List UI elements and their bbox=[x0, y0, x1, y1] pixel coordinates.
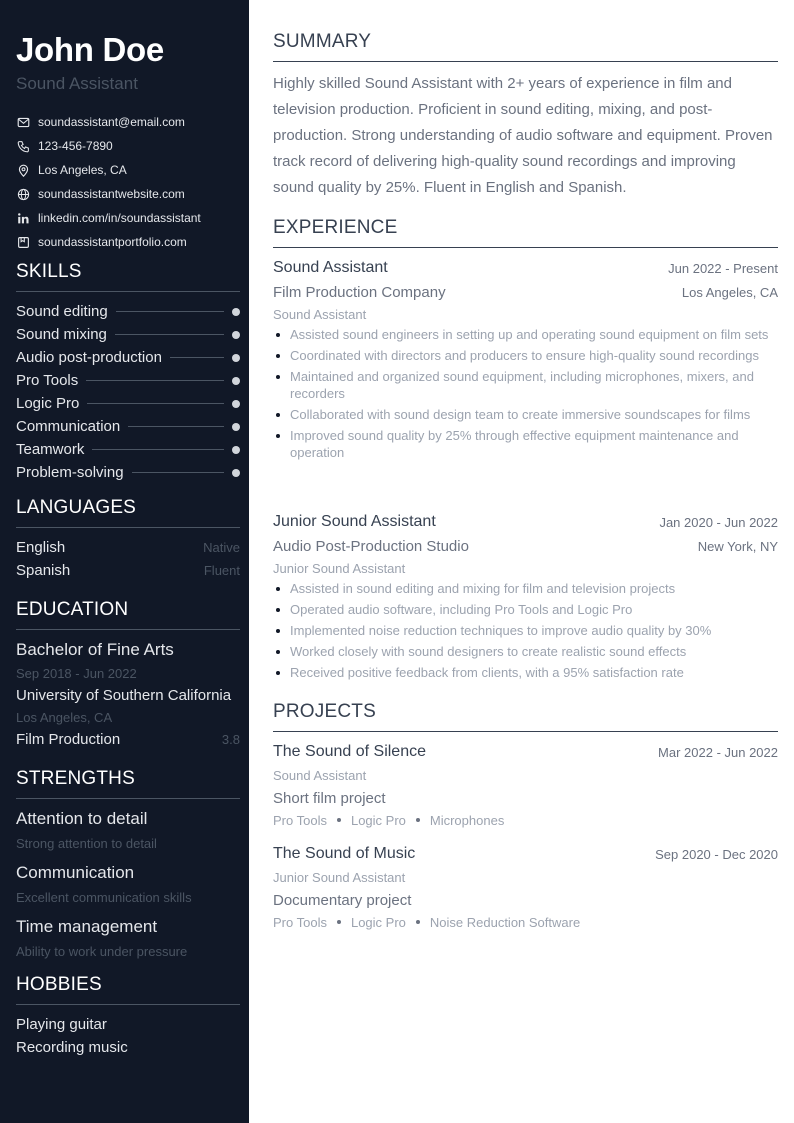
job-location: Los Angeles, CA bbox=[681, 284, 778, 300]
project-description: Short film project bbox=[273, 789, 386, 807]
contact-location-text: Los Angeles, CA bbox=[38, 163, 127, 177]
job-company: Audio Post-Production Studio bbox=[273, 537, 469, 555]
project-tool: Microphones bbox=[429, 812, 505, 828]
education-dates: Sep 2018 - Jun 2022 bbox=[16, 665, 137, 681]
summary-text: Highly skilled Sound Assistant with 2+ years of experience in film and television production. Proficient in sound editing, mixing, and post-production. Strong understanding of audio software and equipment. Proven track record of delivering high-quality sound recordings and improving sound quality by 25%. Fluent in English and Spanish. bbox=[273, 75, 773, 196]
experience-title: EXPERIENCE bbox=[273, 217, 778, 248]
skill-item: Problem-solving bbox=[16, 461, 240, 484]
project-dates: Sep 2020 - Dec 2020 bbox=[655, 846, 778, 862]
job-role: Junior Sound Assistant bbox=[273, 560, 406, 576]
job-entry bbox=[273, 256, 778, 465]
skill-item: Pro Tools bbox=[16, 369, 240, 392]
skill-level-dot bbox=[232, 446, 240, 454]
project-dates: Mar 2022 - Jun 2022 bbox=[658, 744, 778, 760]
contact-linkedin[interactable] bbox=[16, 206, 240, 230]
project-tool: Noise Reduction Software bbox=[429, 914, 581, 930]
skill-level-dot bbox=[232, 469, 240, 477]
sidebar bbox=[0, 0, 249, 1123]
job-bullet: Coordinated with directors and producers to ensure high-quality sound recordings bbox=[273, 347, 778, 364]
contact-website[interactable] bbox=[16, 182, 240, 206]
contact-email-text: soundassistant@email.com bbox=[38, 115, 185, 129]
projects-title: PROJECTS bbox=[273, 701, 778, 732]
job-bullet: Improved sound quality by 25% through effective equipment maintenance and operation bbox=[273, 427, 778, 461]
globe-icon bbox=[16, 187, 30, 201]
hobbies-section bbox=[16, 974, 240, 1059]
languages-section bbox=[16, 497, 240, 582]
education-field-row: Film Production 3.8 bbox=[16, 730, 240, 748]
job-bullet: Assisted sound engineers in setting up and operating sound equipment on film sets bbox=[273, 326, 778, 343]
education-school: University of Southern California bbox=[16, 686, 232, 704]
summary-title: SUMMARY bbox=[273, 31, 778, 62]
email-icon bbox=[16, 115, 30, 129]
project-tool: Pro Tools bbox=[273, 914, 327, 930]
project-role: Junior Sound Assistant bbox=[273, 869, 406, 885]
hobby-item: Playing guitar bbox=[16, 1016, 107, 1033]
strength-item: Attention to detail Strong attention to detail bbox=[16, 809, 157, 851]
skill-item: Audio post-production bbox=[16, 346, 240, 369]
language-item: English Native bbox=[16, 539, 240, 556]
education-section bbox=[16, 599, 240, 750]
project-tool: Pro Tools bbox=[273, 812, 327, 828]
project-tool: Logic Pro bbox=[350, 914, 406, 930]
project-tools bbox=[273, 810, 778, 830]
project-role: Sound Assistant bbox=[273, 767, 367, 783]
candidate-role: Sound Assistant bbox=[16, 74, 138, 93]
phone-icon bbox=[16, 139, 30, 153]
skill-item: Communication bbox=[16, 415, 240, 438]
skill-level-dot bbox=[232, 354, 240, 362]
skill-item: Teamwork bbox=[16, 438, 240, 461]
language-item: Spanish Fluent bbox=[16, 562, 240, 579]
strengths-title: STRENGTHS bbox=[16, 768, 240, 799]
job-entry bbox=[273, 510, 778, 685]
languages-title: LANGUAGES bbox=[16, 497, 240, 528]
project-title: The Sound of Music bbox=[273, 845, 416, 862]
project-description: Documentary project bbox=[273, 891, 412, 909]
contact-phone[interactable] bbox=[16, 134, 240, 158]
skills-section bbox=[16, 261, 240, 484]
skills-title: SKILLS bbox=[16, 261, 240, 292]
job-bullet: Assisted in sound editing and mixing for film and television projects bbox=[273, 580, 778, 597]
portfolio-icon bbox=[16, 235, 30, 249]
contact-email[interactable] bbox=[16, 110, 240, 134]
job-title: Junior Sound Assistant bbox=[273, 513, 436, 530]
education-location: Los Angeles, CA bbox=[16, 709, 113, 725]
project-tool: Logic Pro bbox=[350, 812, 406, 828]
job-dates: Jun 2022 - Present bbox=[668, 260, 778, 276]
job-dates: Jan 2020 - Jun 2022 bbox=[659, 514, 778, 530]
skill-level-dot bbox=[232, 377, 240, 385]
education-gpa: 3.8 bbox=[221, 731, 240, 747]
job-company: Film Production Company bbox=[273, 283, 446, 301]
education-degree: Bachelor of Fine Arts bbox=[16, 640, 174, 659]
project-entry bbox=[273, 740, 778, 830]
job-title: Sound Assistant bbox=[273, 259, 388, 276]
contact-portfolio-text: soundassistantportfolio.com bbox=[38, 235, 187, 249]
strength-item: Time management Ability to work under pressure bbox=[16, 917, 188, 959]
contact-location bbox=[16, 158, 240, 182]
linkedin-icon bbox=[16, 211, 30, 225]
skill-level-dot bbox=[232, 308, 240, 316]
hobby-item: Recording music bbox=[16, 1039, 128, 1056]
job-bullet: Collaborated with sound design team to create immersive soundscapes for films bbox=[273, 406, 778, 423]
candidate-name: John Doe bbox=[16, 31, 164, 68]
skill-item: Sound mixing bbox=[16, 323, 240, 346]
project-entry bbox=[273, 842, 778, 932]
skill-level-dot bbox=[232, 423, 240, 431]
contact-website-text: soundassistantwebsite.com bbox=[38, 187, 185, 201]
contact-list bbox=[16, 110, 240, 254]
job-bullet: Implemented noise reduction techniques to improve audio quality by 30% bbox=[273, 622, 778, 639]
job-bullets bbox=[273, 326, 778, 461]
strengths-section bbox=[16, 768, 240, 969]
job-bullet: Received positive feedback from clients, with a 95% satisfaction rate bbox=[273, 664, 778, 681]
skill-item: Logic Pro bbox=[16, 392, 240, 415]
contact-linkedin-text: linkedin.com/in/soundassistant bbox=[38, 211, 201, 225]
location-pin-icon bbox=[16, 163, 30, 177]
job-bullet: Worked closely with sound designers to create realistic sound effects bbox=[273, 643, 778, 660]
education-title: EDUCATION bbox=[16, 599, 240, 630]
contact-portfolio[interactable] bbox=[16, 230, 240, 254]
skill-item: Sound editing bbox=[16, 300, 240, 323]
strength-item: Communication Excellent communication skills bbox=[16, 863, 192, 905]
project-tools bbox=[273, 912, 778, 932]
job-bullet: Maintained and organized sound equipment, including microphones, mixers, and recorders bbox=[273, 368, 778, 402]
job-bullets bbox=[273, 580, 778, 681]
skill-level-dot bbox=[232, 331, 240, 339]
project-title: The Sound of Silence bbox=[273, 743, 426, 760]
job-bullet: Operated audio software, including Pro Tools and Logic Pro bbox=[273, 601, 778, 618]
job-role: Sound Assistant bbox=[273, 306, 367, 322]
hobbies-title: HOBBIES bbox=[16, 974, 240, 1005]
contact-phone-text: 123-456-7890 bbox=[38, 139, 113, 153]
skill-level-dot bbox=[232, 400, 240, 408]
job-location: New York, NY bbox=[697, 538, 778, 554]
